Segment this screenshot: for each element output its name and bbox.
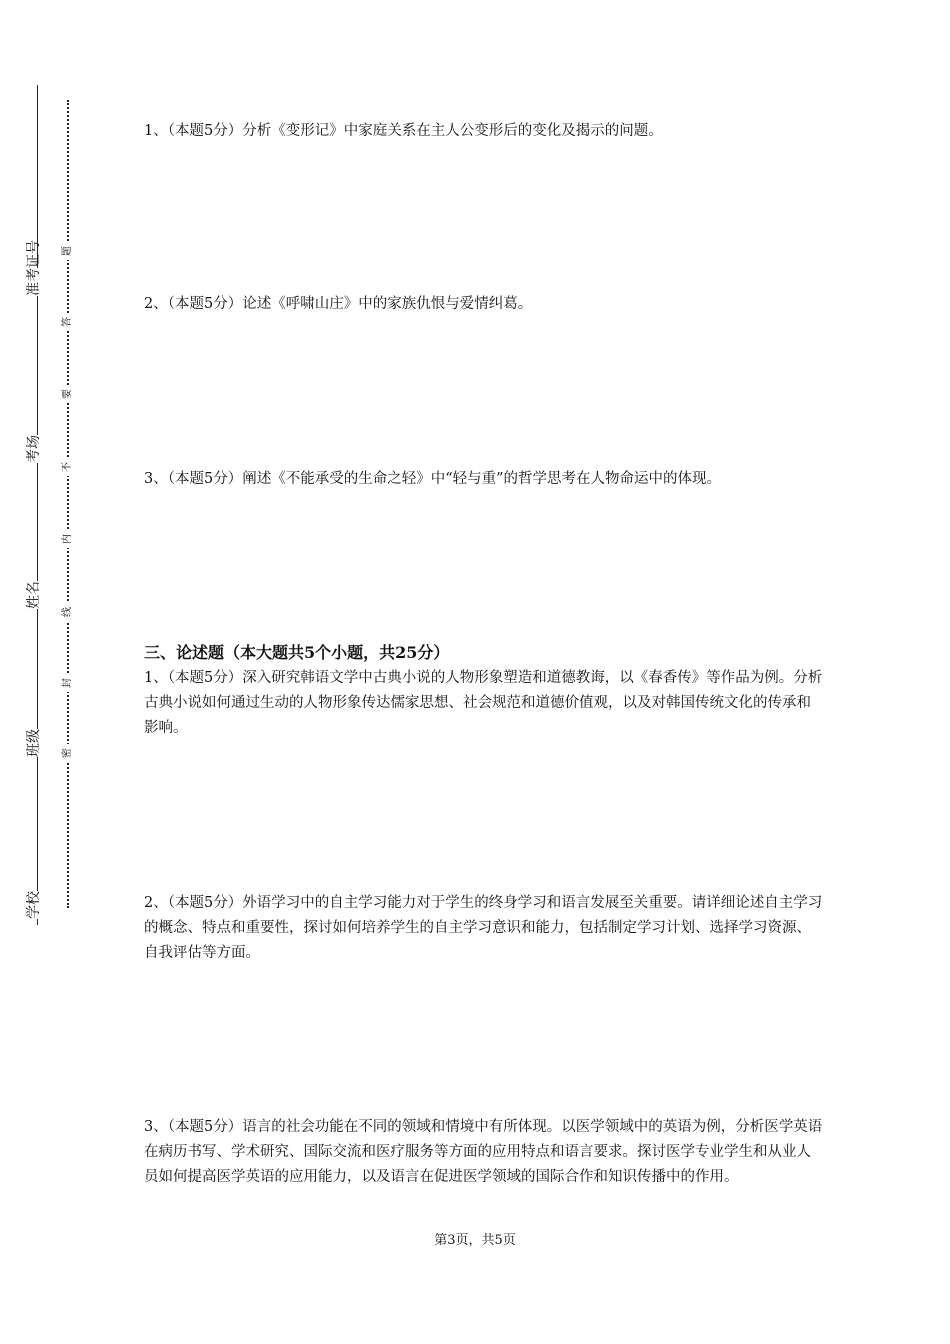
name-label: 姓名 [20,581,54,609]
page-number: 第3页，共5页 [434,1233,516,1248]
seal-char: 内 [59,530,77,548]
exam-room-label: 考场 [20,435,54,463]
question-2-3: 3、（本题5分）阐述《不能承受的生命之轻》中“轻与重”的哲学思考在人物命运中的体现。 [144,471,722,487]
binding-margin [0,0,90,1344]
seal-char: 题 [59,242,77,260]
question-3-2: 2、（本题5分）外语学习中的自主学习能力对于学生的终身学习和语言发展至关重要。请详细论述自主学习的概念、特点和重要性，探讨如何培养学生的自主学习意识和能力，包括制定学习计划、选择学习资源、自我评估等方面。 [144,895,823,961]
question-3-3: 3、（本题5分）语言的社会功能在不同的领域和情境中有所体现。以医学领域中的英语为例，分析医学英语在病历书写、学术研究、国际交流和医疗服务等方面的应用特点和语言要求。探讨医学专业学生和从业人员如何提高医学英语的应用能力，以及语言在促进医学领域的国际合作和知识传播中的作用。 [144,1119,823,1185]
school-label: 学校 [20,891,54,919]
seal-char: 不 [59,458,77,476]
seal-char: 线 [59,603,77,621]
section-heading: 三、论述题（本大题共5个小题，共25分） [144,643,450,662]
seal-char: 密 [59,744,77,762]
seal-char: 要 [59,385,77,403]
seal-char: 答 [59,313,77,331]
class-label: 班级 [20,729,54,757]
question-2-2: 2、（本题5分）论述《呼啸山庄》中的家族仇恨与爱情纠葛。 [144,296,533,312]
seal-char: 封 [59,674,77,692]
fill-in-line [37,85,38,925]
question-3-1: 1、（本题5分）深入研究韩语文学中古典小说的人物形象塑造和道德教诲，以《春香传》等作品为例。分析古典小说如何通过生动的人物形象传达儒家思想、社会规范和道德价值观，以及对韩国传统文化的传承和影响。 [144,670,823,736]
question-2-1: 1、（本题5分）分析《变形记》中家庭关系在主人公变形后的变化及揭示的问题。 [144,123,663,139]
seal-line [67,100,69,908]
exam-id-label: 准考证号 [20,268,54,296]
